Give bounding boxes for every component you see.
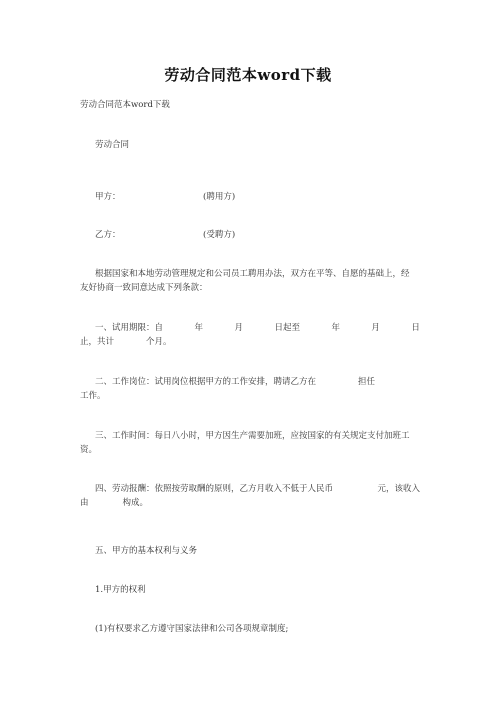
clause-2-role: 担任	[358, 377, 376, 387]
clause-1-line-1	[80, 322, 420, 336]
clause-1-part: 日	[411, 323, 420, 333]
document-title: 劳动合同范本word下载	[164, 66, 332, 84]
clause-1-part: 年	[331, 323, 340, 333]
party-b-label: 乙方：	[95, 230, 121, 240]
clause-2-line-1	[80, 376, 420, 390]
clause-1	[80, 322, 420, 349]
intro-line-1: 根据国家和本地劳动管理规定和公司员工聘用办法，双方在平等、自愿的基础上，经	[95, 269, 410, 279]
clause-3	[80, 430, 420, 457]
clause-1-part: 年	[194, 323, 203, 333]
clause-5-1-heading: 1.甲方的权利	[95, 585, 146, 595]
clause-4-line-2	[80, 497, 420, 511]
clause-4	[80, 483, 420, 510]
party-a-label: 甲方：	[95, 192, 121, 202]
intro-paragraph	[80, 268, 420, 295]
subtitle-line: 劳动合同范本word下载	[80, 100, 170, 110]
party-b-role: (受聘方)	[203, 230, 236, 240]
clause-1-total-label: 止，共计	[80, 336, 115, 347]
clause-5-1-1: (1)有权要求乙方遵守国家法律和公司各项规章制度;	[95, 624, 289, 634]
clause-1-part: 月	[234, 323, 243, 333]
clause-4-line-1	[80, 483, 420, 497]
clause-1-months: 个月。	[146, 336, 172, 347]
clause-3-line-2: 资。	[80, 444, 98, 455]
clause-4-composition: 构成。	[122, 497, 149, 508]
clause-2	[80, 376, 420, 403]
clause-5-heading: 五、甲方的基本权利与义务	[95, 546, 198, 556]
clause-1-part: 一、试用期限：自	[95, 323, 164, 333]
clause-2-text: 二、工作岗位：试用岗位根据甲方的工作安排，聘请乙方在	[95, 377, 317, 387]
clause-4-text: 四、劳动报酬：依照按劳取酬的原则，乙方月收入不低于人民币	[95, 484, 334, 494]
clause-1-part: 日起至	[274, 323, 300, 333]
contract-heading: 劳动合同	[95, 140, 130, 150]
clause-4-from: 由	[80, 497, 89, 508]
party-a-role: (聘用方)	[203, 192, 236, 202]
clause-4-unit: 元，该收入	[377, 484, 420, 494]
intro-line-2: 友好协商一致同意达成下列条款：	[80, 282, 208, 293]
clause-3-line-1: 三、工作时间：每日八小时，甲方因生产需要加班，应按国家的有关规定支付加班工	[95, 431, 410, 441]
clause-2-line-2: 工作。	[80, 390, 106, 401]
clause-1-part: 月	[371, 323, 380, 333]
clause-1-line-2	[80, 336, 420, 350]
